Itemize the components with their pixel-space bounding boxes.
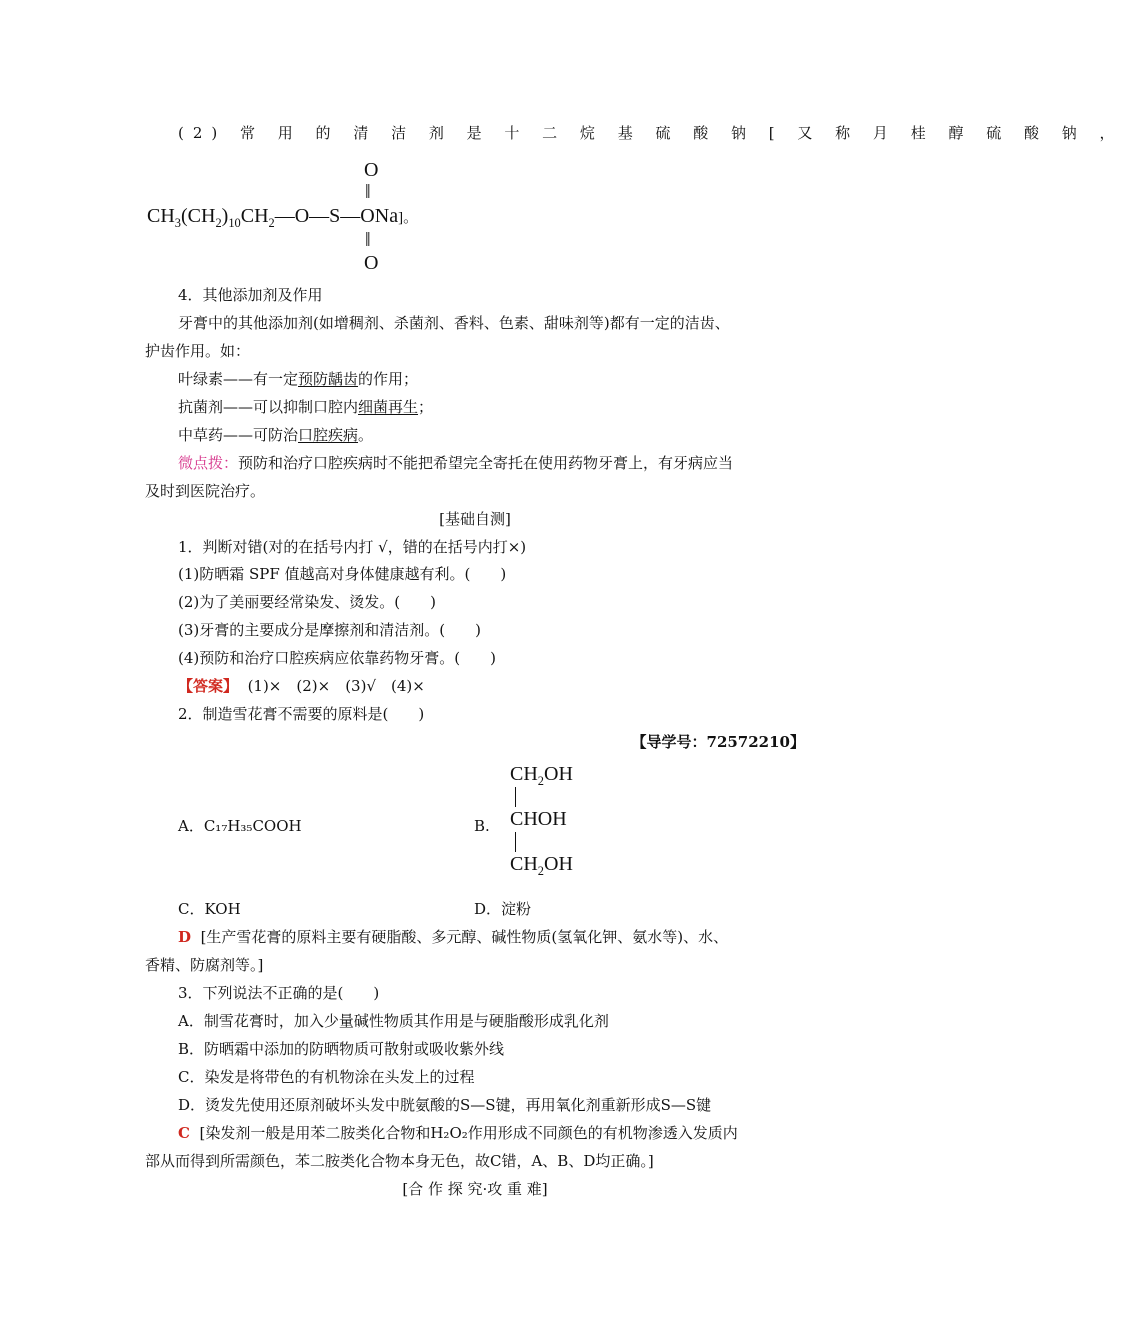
option-c: C．KOH bbox=[178, 900, 241, 918]
question-2-answer: D [生产雪花膏的原料主要有硬脂酸、多元醇、碱性物质(氢氧化钾、氨水等)、水、 bbox=[178, 928, 729, 946]
question-1: 1．判断对错(对的在括号内打 √，错的在括号内打×) bbox=[178, 538, 527, 556]
formula-double-bond-bottom: ‖ bbox=[365, 229, 371, 251]
section-footer-title: [合 作 探 究·攻 重 难] bbox=[402, 1180, 548, 1198]
formula-o-bottom: O bbox=[364, 252, 379, 274]
question-1-item-3: (3)牙膏的主要成分是摩擦剂和清洁剂。( ) bbox=[178, 621, 481, 639]
glycerol-bond-1 bbox=[515, 787, 516, 807]
glycerol-row-3: $CH_2OH$ bbox=[510, 853, 573, 878]
question-3: 3．下列说法不正确的是( ) bbox=[178, 984, 380, 1002]
answer-line: 【答案】 (1)× (2)× (3)√ (4)× bbox=[178, 677, 425, 695]
formula-o-top: O bbox=[364, 159, 379, 181]
answer-label: 【答案】 bbox=[178, 677, 239, 695]
section-4-para-cont: 护齿作用。如： bbox=[145, 342, 251, 360]
section-4-para: 牙膏中的其他添加剂(如增稠剂、杀菌剂、香料、色素、甜味剂等)都有一定的洁齿、 bbox=[178, 314, 730, 332]
additive-herbal: 中草药——可防治口腔疾病。 bbox=[178, 426, 374, 444]
glycerol-bond-2 bbox=[515, 832, 516, 852]
formula-main-chain: $CH_3(CH_2)_{10}CH_2—O—S—ONa$]。 bbox=[147, 205, 419, 230]
question-3-answer: C [染发剂一般是用苯二胺类化合物和H₂O₂作用形成不同颜色的有机物渗透入发质内 bbox=[178, 1124, 738, 1142]
answer-letter-c: C bbox=[178, 1124, 190, 1142]
option-a: A．C₁₇H₃₅COOH bbox=[178, 817, 302, 835]
guide-number: 【导学号：72572210】 bbox=[631, 733, 805, 751]
question-3-answer-cont: 部从而得到所需颜色，苯二胺类化合物本身无色，故C错，A、B、D均正确。] bbox=[145, 1152, 654, 1170]
answer-letter-d: D bbox=[178, 928, 192, 946]
question-2: 2．制造雪花膏不需要的原料是( ) bbox=[178, 705, 425, 723]
question-3-option-d: D．烫发先使用还原剂破坏头发中胱氨酸的S—S键，再用氧化剂重新形成S—S键 bbox=[178, 1096, 712, 1114]
question-1-item-1: (1)防晒霜 SPF 值越高对身体健康越有利。( ) bbox=[178, 565, 507, 583]
intro-line: (2) 常 用 的 清 洁 剂 是 十 二 烷 基 硫 酸 钠 [ 又 称 月 桂 醇 硫 酸 钠 ， bbox=[178, 124, 1124, 142]
question-3-option-c: C．染发是将带色的有机物涂在头发上的过程 bbox=[178, 1068, 475, 1086]
question-3-option-a: A．制雪花膏时，加入少量碱性物质其作用是与硬脂酸形成乳化剂 bbox=[178, 1012, 609, 1030]
additive-antibacterial: 抗菌剂——可以抑制口腔内细菌再生； bbox=[178, 398, 434, 416]
tip-label: 微点拨： bbox=[178, 454, 239, 472]
question-1-item-4: (4)预防和治疗口腔疾病应依靠药物牙膏。( ) bbox=[178, 649, 496, 667]
formula-double-bond-top: ‖ bbox=[365, 181, 371, 203]
tip-line: 微点拨：预防和治疗口腔疾病时不能把希望完全寄托在使用药物牙膏上，有牙病应当 bbox=[178, 454, 734, 472]
tip-line-cont: 及时到医院治疗。 bbox=[145, 482, 266, 500]
glycerol-row-1: $CH_2OH$ bbox=[510, 763, 573, 788]
selftest-title: [基础自测] bbox=[439, 510, 511, 528]
question-2-answer-cont: 香精、防腐剂等。] bbox=[145, 956, 264, 974]
section-4-heading: 4．其他添加剂及作用 bbox=[178, 286, 323, 304]
question-3-option-b: B．防晒霜中添加的防晒物质可散射或吸收紫外线 bbox=[178, 1040, 505, 1058]
additive-chlorophyll: 叶绿素——有一定预防龋齿的作用； bbox=[178, 370, 419, 388]
question-1-item-2: (2)为了美丽要经常染发、烫发。( ) bbox=[178, 593, 436, 611]
option-b-label: B. bbox=[474, 817, 490, 835]
option-d: D．淀粉 bbox=[474, 900, 532, 918]
glycerol-row-2: CHOH bbox=[510, 808, 567, 830]
